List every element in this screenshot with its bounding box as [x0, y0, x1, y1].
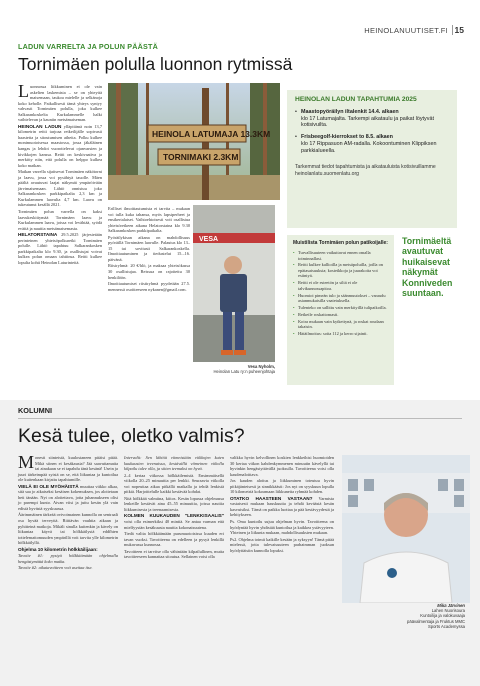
site-name[interactable]: HEINOLANUUTISET.FI — [364, 26, 448, 35]
subheading: Ohjelma 10 kilometrin hölkkäilijaan: — [18, 546, 98, 552]
paragraph: Tornimäen polun varrella on kaksi laavukeskittymää Tornimäen laavu ja Kurkulammen laavu, joissa voi levähtää, syödä eväitä ja nauttia metsämaisemasta. — [18, 209, 102, 231]
column-text-3 — [230, 455, 334, 677]
checklist-item: • Reitti ei ole esteetön ja siltä ei ole talvikunnossapitoa. — [293, 280, 388, 291]
paragraph-intro: Luonnossa liikkuminen ei ole vain askelten laskemista – se on yhteyttä maisemaan, taukoa mielelle ja selkänoja koko keholle. Paikallisesti tämä yhteys syntyy vahvasti Tornimäen polulla, joka kulkee Salkarankoskelta Kurkulammelle halki vaihtelevan ja kauniin metsämaiseman. — [18, 81, 102, 123]
article-column-2 — [108, 206, 190, 371]
checklist-item: • Tulenteko on sallittu vain merkityillä tulipaikoilla. — [293, 305, 388, 311]
columnist-line: Lahen Nuorisoura — [431, 608, 465, 614]
paragraph: Nitä hölkkää valmiina, kiitos. Kesän lopussa ohjelmassa lenkeille kestävät aina 45–55 minuuttia, joissa nauttia liikkumisesta ja treenaamisesta. — [124, 495, 224, 512]
drop-cap: M — [18, 452, 35, 472]
caption-name: Vesa Nyholm, — [247, 364, 275, 369]
paragraph: Tavoite #2: aikatavoitteen voit asettaa itse. — [18, 565, 93, 571]
checklist-item: • Hätäilmoitus: soita 112 ja kerro sijainti. — [293, 331, 388, 337]
subheading: HELATORSTAINA — [18, 232, 58, 238]
paragraph: Matkan varrella sijaitsevat Tornimäen näkötorni ja laavu, jossa voi pysähtyä tauolle. Mäen päältä avautuvat laajat näkymät ympäröivään järvimaisemaan. Lähtö onnistuu joko Salkarankosken parkkipaikalta 2,3 km ja Kurkulammen laavulta 4,7 km. Laavu on tukeutunut kesällä 2021. — [18, 169, 102, 208]
paragraph: KOLMEN KUUKAUDEN "LENKKISAALIS" voisi olla esimerkiksi 40 mintiä. Se antaa varman että mielfyystän kesäkuusta nauttia kokonaisuutena. — [124, 513, 224, 530]
sign-text-2: TORNIMAKI 2.3KM — [163, 152, 239, 162]
portrait-photo — [193, 205, 275, 362]
paragraph: Tavoitteen ei tarvitse olla vähintään kilpailullinen, mutta tavoitteeseen kannattaa sitoutua. Sellainen voisi olla — [124, 548, 224, 560]
pull-quote: Tornimäeltä avautuvat huikaisevat näkymät Konniveden suuntaan. — [402, 236, 453, 299]
paragraph: HELATORSTAINA 29.5.2025 järjestetään perinteinen yhteisöpolkuretki Tornimäen polulle. Lähtö tapahtuu Salkarankosken parkkipaikalta klo 9.30, ja osallistujat voivat kulkea polun omaan tahtiinsa. Reitti kulkee lopulta kohti Heinolan Laturinteitä. — [18, 232, 102, 265]
divider — [18, 418, 462, 419]
paragraph: Tavoite #1: pystyä hölkkäämään ohjelmalla hengästymättä koko matka. — [18, 553, 118, 564]
paragraph: Ps. Oma kuntoilu sujuu ohjelman hyvin. Tavoitteena on hyödyntää hyvin yhdistää kuntoilua ja kaikkea ystävyyteen. Yhteinen ja liikunta mukaan, mahdollisuuksien mukaan. — [230, 519, 334, 536]
checklist-box — [287, 235, 394, 385]
drop-cap: L — [18, 81, 29, 101]
portrait-illustration — [193, 205, 275, 362]
subheading: KOLMEN KUUKAUDEN "LENKKISAALIS" — [124, 513, 224, 519]
event-item: • Maastopyöräilyn iltalenkit 14.4. alkaen klo 17 Latumajalta. Tarkempi aikataulu ja paikat löytyvät kotisivuilta. — [295, 109, 449, 129]
events-box — [287, 90, 457, 228]
article-headline: Tornimäen polulla luonnon rytmissä — [18, 54, 293, 74]
paragraph: Intervalit: Sen lähtöä viimeistään viikkojen kuten kuukausien treenaissa, kestävällä viimeinen viikolla kilpailu tulee olla, ja sitten teemaksi on hyvä. — [124, 455, 224, 472]
paragraph: Pyöräilykisan aikana on mahdollisuus pyöräillä Tornimäen laavulle. Palautus klo 13–15 tai sovitusti Salkarankoskella. Ilmoittautuminen ja tiedustelut 15.–16. päivänä. — [108, 234, 190, 262]
columnist-line: Sports Academyssa — [427, 623, 465, 629]
subheading: OTATKO HAASTEEN VASTAAN? — [230, 495, 313, 501]
events-note: Tarkemmat tiedot tapahtumista ja aikatauluista kotisivuillamme heinolanlatu.suomenlatu.org — [295, 164, 436, 177]
paragraph: VIELÄ EI OLE MYÖHÄISTÄ muuttaa viikko alkaa, sitä saa jo aikaiseksi kesäisen kokemuksen, jos aloitetaan heti tänään. Nyt on aloitettava, jotta juhannukseen olisi jo parempi kunto. Aivan viisi ja juttu kesän ylä vain edistä hyvästä syyskuussa. — [18, 483, 119, 511]
paragraph: 2–4 kertaa viikossa hölkkäilemistä. Ensimmäisellä viikolla 20–25 minuuttia per lenkki. Seuraavia viikolla voi nopeuttaa aikaa pitkällä matkalla ja tehdä lenkistä pitkiä. Harjoittelulle kaikki kestävää kohdat. — [124, 472, 224, 495]
portrait-caption — [193, 364, 275, 374]
subheading: HEINOLAN LADUN — [18, 123, 62, 129]
page-number: 15 — [454, 25, 464, 35]
paragraph: HEINOLAN LADUN ylläpitämä noin 13,7 kilometrin reitti tarjoaa retkeilijälle sopivasti haastetta ja sitoutumisen aiheita. Polku kulkee monimuotoisessa maastossa, jossa jäkäläinen kangas ja lehdot vuorottelevat ojanvarsien ja kivikkojen kanssa. Reitti on keskivaativa ja merkitty niin, että polulla on helppo kulkea koko matkan. — [18, 123, 102, 168]
columnist-line: Kuntoilija ja valokuvaaja — [420, 613, 465, 619]
checklist-title: Muistilista Tornimäen polun patikoijalle: — [293, 240, 388, 246]
paragraph: Erilliset ilmoittautumista ei tarvita – mukaan voi tulla kuka tahansa, myös lapsiperheet ja ensikertalaiset. Vaihtoehtoisesti voit osallistua yhteisöretkeen aikana Helatorstaina klo 9.30 Salkarankosken parkkipaikalta. — [108, 206, 190, 234]
paragraph: Ps2. Ohjelma toimii kaikille kesään ja syksyyn! Tämä pitää mielessä, jotta tulevaisuuteen parhaimman juoksun hyödyttäisiin kunnolla lopuksi. — [230, 536, 334, 553]
paragraph: Tiedä valita hölkkäämään purumuotoisissa kuuden eri tavan vuoksi. Tavoitteena on edelleen ja pysyä lenkillä mukavassa kunnossa. — [124, 531, 224, 548]
article-column-1 — [18, 81, 102, 394]
paragraph-intro: Monesti siinteistä, kuulostaneen pitäisi pitää. Mikä siinen ei kesäkausia? Jää saavuttamatta tai ainakaan se ei tapahdu tänä kesänä! Usein ja juuri tärkeimpää syistä on se, että liikuntaa ja kuntoilua ole kuitenkaan kirjattu tapahtumille. — [18, 452, 118, 483]
trail-sign-photo — [108, 83, 280, 200]
page-header — [0, 0, 480, 40]
checklist-item: • Turvallisuuteen vaikuttavat ennen omalla toiminnallasi. — [293, 250, 388, 261]
columnist-illustration — [342, 455, 470, 603]
column-text-2 — [124, 455, 224, 677]
column-headline: Kesä tulee, oletko valmis? — [18, 425, 245, 447]
columnist-name: Mika Järvinen — [437, 603, 465, 608]
sign-text-1: HEINOLA LATUMAJA 13.3KM — [152, 129, 271, 139]
paragraph: OTATKO HAASTEEN VASTAAN? Varmista vastaisesti mukaan hauskuutta ja tehdä keväästä kesän kasvuisiksi. Tämä on paikka luottaa ja pää kestävyydestä ja kehitykseen. — [230, 495, 334, 518]
checklist-item: • Retkeile roskattomasti. — [293, 312, 388, 318]
event-item: • Frisbeegolf-kierrokset to 8.5. alkaen klo 17 Rippasuon AM-radalla. Kokoontuminen Klippiksen parkkialueella. — [295, 134, 449, 154]
paragraph: Ilmoittautumiset riistiryhmä pyydetään 27.5. mennessä osoitteeseen nykanen@gmail.com. — [108, 281, 190, 292]
paragraph: Jos kauden aloitus ja liikkuminen toteutuu hyvin pitkäjänteisesti ja sinnikkäästi: Jos nyt on syyskuun lopulla 10 kilometriä kokoamaan liikkuneita ryhmää kohden. — [230, 478, 334, 495]
paragraph: valikka hyvin kelvollinen koskien lenkkeihisi huomioiden 30 kertaa viikon kahdenkymmenen minuutin kävelyllä tai hyvinkin hengästyttävällä juoksulla. Tavoitteena voisi olla kaudenaloittava. — [230, 455, 334, 477]
events-title: HEINOLAN LADUN TAPAHTUMIA 2025 — [295, 96, 417, 103]
trail-sign-illustration — [108, 83, 280, 200]
columnist-caption — [340, 603, 465, 629]
checklist-item: • Koira mukaan vain kytkettynä, ja roskat roudaan takaisin. — [293, 319, 388, 330]
header-separator — [452, 25, 453, 35]
columnist-line: päävalmentaja ja Fruktus MMC — [407, 618, 465, 624]
sign-brand-text: VESA — [199, 236, 219, 243]
paragraph: Riisiryhmä: 20 €/hlö, ja maksaa yhteisökassa 30 osallistujaa. Reissua on rajoitettu 30 henkilöön. — [108, 263, 190, 280]
column-label: KOLUMNI — [18, 406, 53, 415]
checklist-item: • Huomioi pimeän tulo ja säänmuutokset – varaudu asianmukaisilla vaatetuksella. — [293, 293, 388, 304]
article-kicker: LADUN VARRELTA JA POLUN PÄÄSTÄ — [18, 42, 159, 51]
caption-title: Heinolan Latu ry:n puheenjohtaja — [213, 369, 275, 374]
subheading: VIELÄ EI OLE MYÖHÄISTÄ — [18, 483, 79, 489]
paragraph: Äärimmäinen tärkeää ovivoimainen kunnolla on sentraali osa hyvää terveyttä. Riittävän vauhtia aikaan ja pyhitteinä matkoja. Mikäli sinulla kuitenkin ja kävely on liikuntaa käyvä tai hölkkäilystä eddfhten tottelemattomuuden ympärillä voit tarvita ylle kilometrin hölkkäilyllä. — [18, 512, 118, 546]
paragraph — [18, 547, 118, 553]
checklist — [293, 250, 388, 337]
columnist-photo — [342, 455, 470, 603]
checklist-item: • Reitti kulkee kallioilla ja metsäpoluilla, joilla on epätasaisuuksia; kosteikkoja ja juurakoita voi esiintyä. — [293, 262, 388, 279]
column-text-1 — [18, 452, 119, 677]
